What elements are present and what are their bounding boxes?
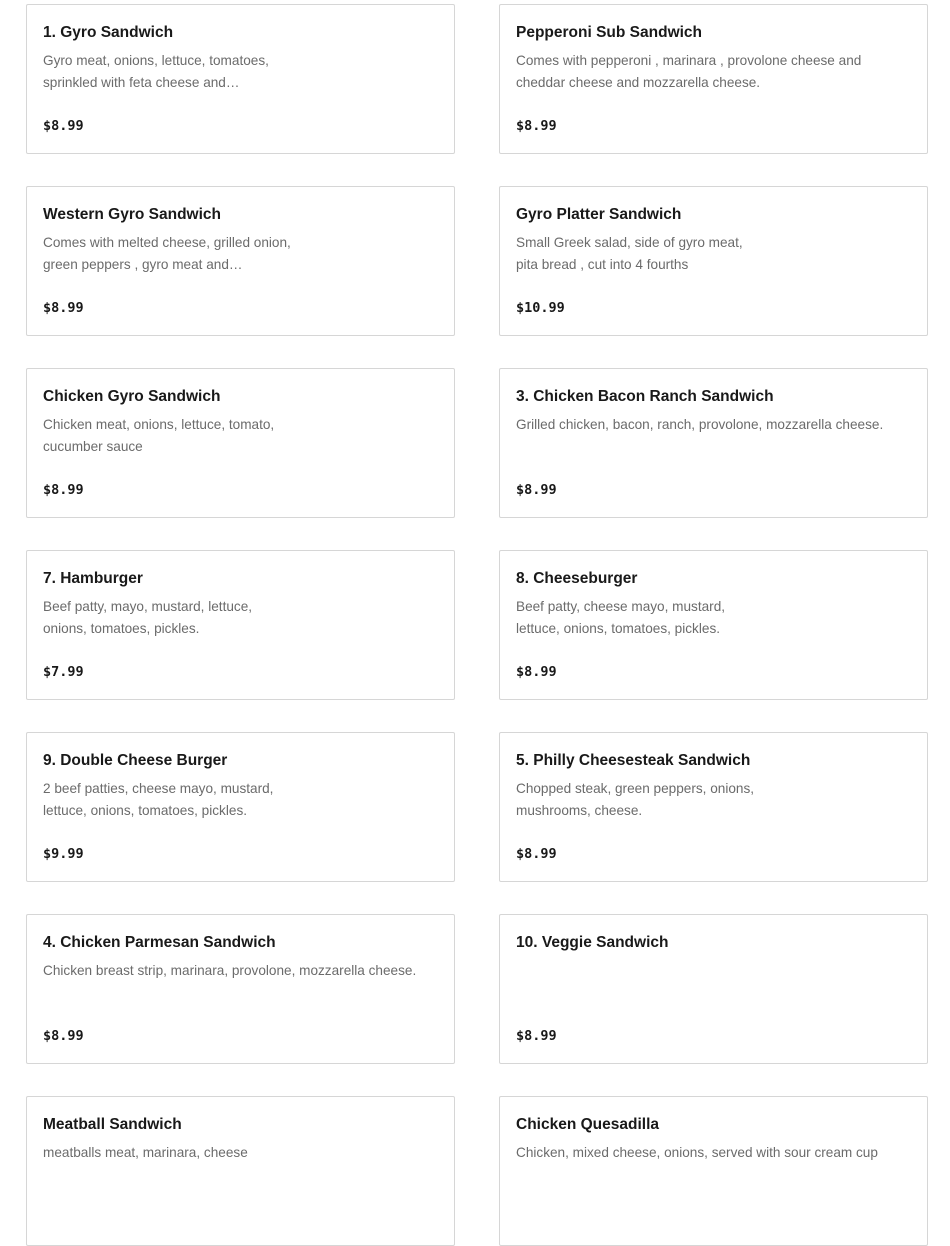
menu-item-card[interactable] xyxy=(499,914,928,1064)
menu-item-card[interactable] xyxy=(26,732,455,882)
item-description: Comes with pepperoni , marinara , provolone cheese and cheddar cheese and mozzarella cheese. xyxy=(516,53,862,90)
item-description: Chopped steak, green peppers, onions, mushrooms, cheese. xyxy=(516,781,755,818)
item-description: Chicken breast strip, marinara, provolone, mozzarella cheese. xyxy=(43,963,417,978)
item-price: $8.99 xyxy=(43,1028,84,1044)
item-price: $8.99 xyxy=(516,482,557,498)
menu-item-grid xyxy=(26,4,928,1246)
item-description: Beef patty, mayo, mustard, lettuce, onions, tomatoes, pickles. xyxy=(43,599,253,636)
item-description: Gyro meat, onions, lettuce, tomatoes, sprinkled with feta cheese and… xyxy=(43,53,269,90)
item-description: Beef patty, cheese mayo, mustard, lettuce, onions, tomatoes, pickles. xyxy=(516,599,726,636)
item-name: Chicken Quesadilla xyxy=(516,1116,659,1133)
item-name: 7. Hamburger xyxy=(43,570,143,587)
menu-item-card[interactable] xyxy=(26,4,455,154)
item-name: 8. Cheeseburger xyxy=(516,570,638,587)
item-name: 5. Philly Cheesesteak Sandwich xyxy=(516,752,751,769)
menu-item-card[interactable] xyxy=(26,914,455,1064)
item-name: 10. Veggie Sandwich xyxy=(516,934,669,951)
item-price: $8.99 xyxy=(516,118,557,134)
menu-item-card[interactable] xyxy=(499,368,928,518)
item-price: $8.99 xyxy=(43,300,84,316)
menu-item-card[interactable] xyxy=(499,186,928,336)
item-name: Meatball Sandwich xyxy=(43,1116,182,1133)
item-name: Pepperoni Sub Sandwich xyxy=(516,24,703,41)
menu-item-card[interactable] xyxy=(499,4,928,154)
menu-item-card[interactable] xyxy=(26,1096,455,1246)
item-price: $10.99 xyxy=(516,300,565,316)
item-name: Chicken Gyro Sandwich xyxy=(43,388,221,405)
menu-item-card[interactable] xyxy=(26,186,455,336)
item-price: $8.99 xyxy=(516,664,557,680)
menu-item-card[interactable] xyxy=(499,1096,928,1246)
item-price: $8.99 xyxy=(43,482,84,498)
item-description: 2 beef patties, cheese mayo, mustard, lettuce, onions, tomatoes, pickles. xyxy=(43,781,274,818)
item-description: Small Greek salad, side of gyro meat, pita bread , cut into 4 fourths xyxy=(516,235,743,272)
item-price: $7.99 xyxy=(43,664,84,680)
item-price: $8.99 xyxy=(516,846,557,862)
menu-item-card[interactable] xyxy=(499,732,928,882)
item-name: 3. Chicken Bacon Ranch Sandwich xyxy=(516,388,774,405)
item-description: Chicken, mixed cheese, onions, served with sour cream cup xyxy=(516,1145,878,1160)
menu-item-card[interactable] xyxy=(26,550,455,700)
item-name: 1. Gyro Sandwich xyxy=(43,24,174,41)
item-price: $8.99 xyxy=(43,118,84,134)
item-name: Western Gyro Sandwich xyxy=(43,206,222,223)
item-description: Grilled chicken, bacon, ranch, provolone, mozzarella cheese. xyxy=(516,417,884,432)
item-price: $9.99 xyxy=(43,846,84,862)
item-description: Chicken meat, onions, lettuce, tomato, cucumber sauce xyxy=(43,417,275,454)
item-description: meatballs meat, marinara, cheese xyxy=(43,1145,248,1160)
item-price: $8.99 xyxy=(516,1028,557,1044)
item-name: 9. Double Cheese Burger xyxy=(43,752,228,769)
item-description: Comes with melted cheese, grilled onion, green peppers , gyro meat and… xyxy=(43,235,291,272)
item-name: Gyro Platter Sandwich xyxy=(516,206,682,223)
menu-item-card[interactable] xyxy=(26,368,455,518)
menu-item-card[interactable] xyxy=(499,550,928,700)
item-name: 4. Chicken Parmesan Sandwich xyxy=(43,934,276,951)
